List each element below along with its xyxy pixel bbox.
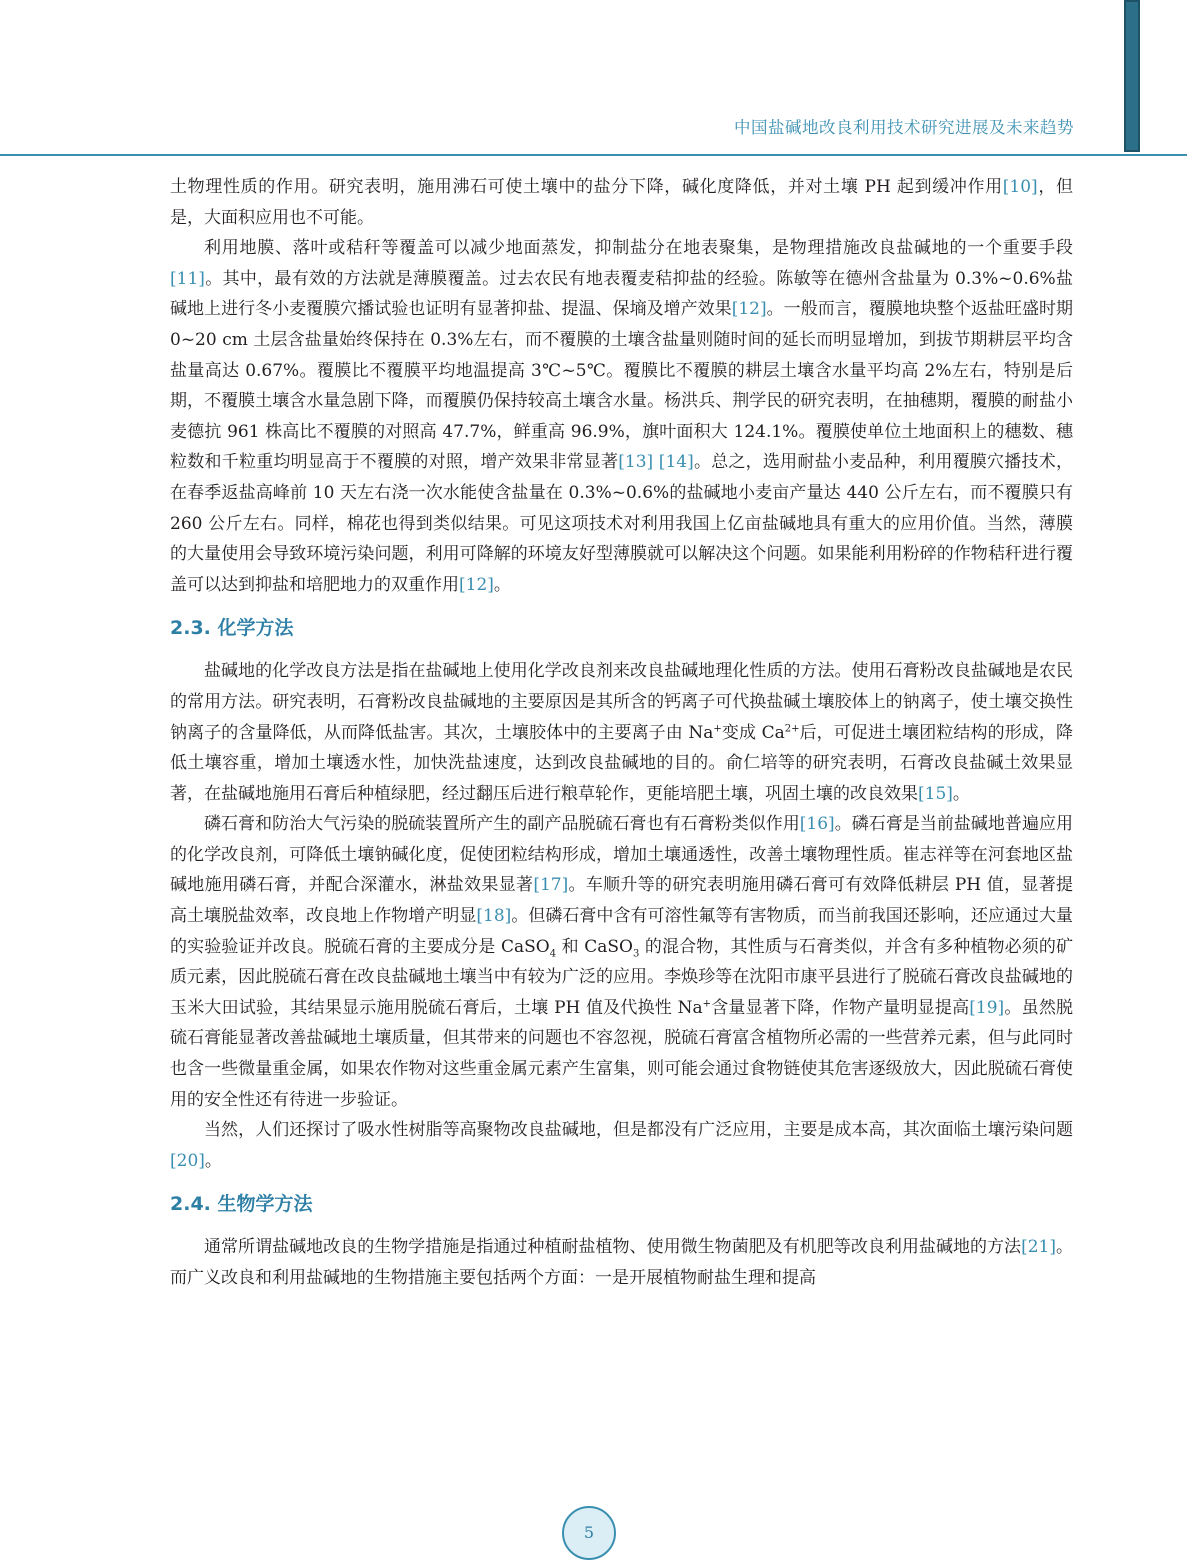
citation-link[interactable]: [18]	[476, 906, 512, 927]
citation-link[interactable]: [10]	[1002, 177, 1038, 197]
citation-link[interactable]: [17]	[533, 875, 569, 896]
citation-link[interactable]: [15]	[918, 783, 953, 804]
citation-link[interactable]: [19]	[969, 997, 1005, 1018]
paragraph-5: 当然，人们还探讨了吸水性树脂等高聚物改良盐碱地，但是都没有广泛应用，主要是成本高，其次面临土壤污染问题[20]。	[170, 1120, 1073, 1171]
section-heading-2-3: 2.3. 化学方法	[170, 617, 294, 640]
article-body	[170, 172, 1073, 1294]
paragraph-3: 盐碱地的化学改良方法是指在盐碱地上使用化学改良剂来改良盐碱地理化性质的方法。使用石膏粉改良盐碱地是农民的常用方法。研究表明，石膏粉改良盐碱地的主要原因是其所含的钙离子可代换盐碱土壤胶体上的钠离子，使土壤交换性钠离子的含量降低，从而降低盐害。其次，土壤胶体中的主要离子由 Na+变成 $Ca^{2+}$后，可促进土壤团粒结构的形成，降低土壤容重，增加土壤透水性，加快洗盐速度，达到改良盐碱地的目的。俞仁培等的研究表明，石膏改良盐碱土效果显著，在盐碱地施用石膏后种植绿肥，经过翻压后进行粮草轮作，更能培肥土壤，巩固土壤的改良效果[15]。	[170, 661, 1074, 804]
citation-link[interactable]: [16]	[799, 814, 835, 835]
paragraph-2: 利用地膜、落叶或秸秆等覆盖可以减少地面蒸发，抑制盐分在地表聚集，是物理措施改良盐碱地的一个重要手段[11]。其中，最有效的方法就是薄膜覆盖。过去农民有地表覆麦秸抑盐的经验。陈敏等在德州含盐量为 0.3%~0.6%盐碱地上进行冬小麦覆膜穴播试验也证明有显著抑盐、提温、保墒及增产效果[12]。一般而言，覆膜地块整个返盐旺盛时期 0~20 cm 土层含盐量始终保持在 0.3%左右，而不覆膜的土壤含盐量则随时间的延长而明显增加，到拔节期耕层平均含盐量高达 0.67%。覆膜比不覆膜平均地温提高 3℃~5℃。覆膜比不覆膜的耕层土壤含水量平均高 2%左右，特别是后期，不覆膜土壤含水量急剧下降，而覆膜仍保持较高土壤含水量。杨洪兵、荆学民的研究表明，在抽穗期，覆膜的耐盐小麦德抗 961 株高比不覆膜的对照高 47.7%，鲜重高 96.9%，旗叶面积大 124.1%。覆膜使单位土地面积上的穗数、穗粒数和千粒重均明显高于不覆膜的对照，增产效果非常显著[13] [14]。总之，选用耐盐小麦品种，利用覆膜穴播技术，在春季返盐高峰前 10 天左右浇一次水能使含盐量在 0.3%~0.6%的盐碱地小麦亩产量达 440 公斤左右，而不覆膜只有 260 公斤左右。同样，棉花也得到类似结果。可见这项技术对利用我国上亿亩盐碱地具有重大的应用价值。当然，薄膜的大量使用会导致环境污染问题，利用可降解的环境友好型薄膜就可以解决这个问题。如果能利用粉碎的作物秸秆进行覆盖可以达到抑盐和培肥地力的双重作用[12]。	[170, 238, 1074, 595]
citation-link[interactable]: [11]	[170, 268, 205, 289]
citation-link[interactable]: [13] [14]	[618, 452, 694, 473]
paragraph-6: 通常所谓盐碱地改良的生物学措施是指通过种植耐盐植物、使用微生物菌肥及有机肥等改良利用盐碱地的方法[21]。而广义改良和利用盐碱地的生物措施主要包括两个方面：一是开展植物耐盐生理和提高	[170, 1237, 1074, 1288]
section-heading-2-4: 2.4. 生物学方法	[170, 1193, 313, 1216]
citation-link[interactable]: [12]	[731, 299, 767, 320]
header-divider	[0, 154, 1187, 156]
page-number-badge: 5	[562, 1506, 616, 1560]
paragraph-1: 土物理性质的作用。研究表明，施用沸石可使土壤中的盐分下降，碱化度降低，并对土壤 PH 起到缓冲作用[10]，但是，大面积应用也不可能。	[170, 177, 1073, 228]
header-accent-bar	[1124, 0, 1140, 152]
running-header-title: 中国盐碱地改良利用技术研究进展及未来趋势	[734, 118, 1074, 137]
citation-link[interactable]: [21]	[1021, 1237, 1056, 1258]
citation-link[interactable]: [12]	[459, 574, 494, 595]
citation-link[interactable]: [20]	[170, 1150, 205, 1171]
paragraph-4: 磷石膏和防治大气污染的脱硫装置所产生的副产品脱硫石膏也有石膏粉类似作用[16]。磷石膏是当前盐碱地普遍应用的化学改良剂，可降低土壤钠碱化度，促使团粒结构形成，增加土壤通透性，改善土壤物理性质。崔志祥等在河套地区盐碱地施用磷石膏，并配合深灌水，淋盐效果显著[17]。车顺升等的研究表明施用磷石膏可有效降低耕层 PH 值，显著提高土壤脱盐效率，改良地上作物增产明显[18]。但磷石膏中含有可溶性氟等有害物质，而当前我国还影响，还应通过大量的实验验证并改良。脱硫石膏的主要成分是 CaSO$_4$ 和 CaSO$_3$ 的混合物，其性质与石膏类似，并含有多种植物必须的矿质元素，因此脱硫石膏在改良盐碱地土壤当中有较为广泛的应用。李焕珍等在沈阳市康平县进行了脱硫石膏改良盐碱地的玉米大田试验，其结果显示施用脱硫石膏后，土壤 PH 值及代换性 Na+含量显著下降，作物产量明显提高[19]。虽然脱硫石膏能显著改善盐碱地土壤质量，但其带来的问题也不容忽视，脱硫石膏富含植物所必需的一些营养元素，但与此同时也含一些微量重金属，如果农作物对这些重金属元素产生富集，则可能会通过食物链使其危害逐级放大，因此脱硫石膏使用的安全性还有待进一步验证。	[170, 814, 1074, 1110]
